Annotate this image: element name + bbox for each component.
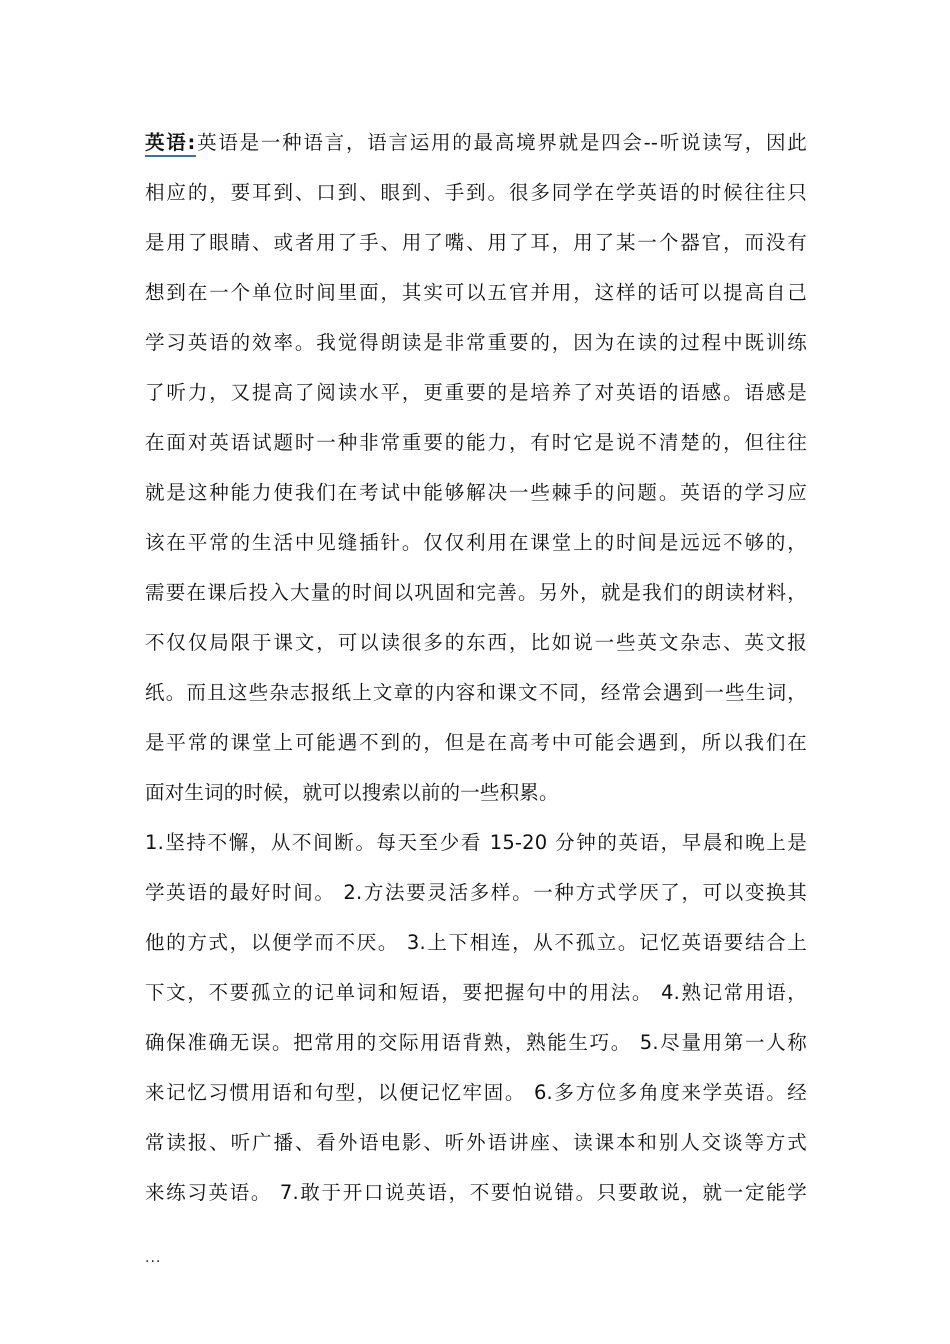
tips-line: 1.坚持不懈，从不间断。每天至少看 15-20 分钟的英语，早晨和晚上是 xyxy=(145,831,807,854)
paragraph-line: 了听力，又提高了阅读水平，更重要的是培养了对英语的语感。语感是 xyxy=(145,381,807,404)
paragraph-line: 学习英语的效率。我觉得朗读是非常重要的，因为在读的过程中既训练 xyxy=(145,331,807,354)
tips-line: 他的方式，以便学而不厌。 3.上下相连，从不孤立。记忆英语要结合上 xyxy=(145,931,807,954)
paragraph-line-text: 英语是一种语言，语言运用的最高境界就是四会--听说读写，因此 xyxy=(195,131,807,154)
tips-line: 来练习英语。 7.敢于开口说英语，不要怕说错。只要敢说，就一定能学 xyxy=(145,1181,807,1204)
paragraph-line xyxy=(145,118,807,168)
paragraph-line: 纸。而且这些杂志报纸上文章的内容和课文不同，经常会遇到一些生词， xyxy=(145,681,807,704)
paragraph-line: 需要在课后投入大量的时间以巩固和完善。另外，就是我们的朗读材料， xyxy=(145,581,807,604)
paragraph-line: 是平常的课堂上可能遇不到的，但是在高考中可能会遇到，所以我们在 xyxy=(145,731,807,754)
document-body xyxy=(145,118,807,1218)
section-heading: 英语: xyxy=(145,131,196,157)
tips-line: 来记忆习惯用语和句型，以便记忆牢固。 6.多方位多角度来学英语。经 xyxy=(145,1081,807,1104)
paragraph-line: 在面对英语试题时一种非常重要的能力，有时它是说不清楚的，但往往 xyxy=(145,431,807,454)
paragraph-line: 相应的，要耳到、口到、眼到、手到。很多同学在学英语的时候往往只 xyxy=(145,181,807,204)
tips-line: 常读报、听广播、看外语电影、听外语讲座、读课本和别人交谈等方式 xyxy=(145,1131,807,1154)
paragraph-line: 不仅仅局限于课文，可以读很多的东西，比如说一些英文杂志、英文报 xyxy=(145,631,807,654)
tips-line: 下文，不要孤立的记单词和短语，要把握句中的用法。 4.熟记常用语， xyxy=(145,981,807,1004)
paragraph-line: 该在平常的生活中见缝插针。仅仅利用在课堂上的时间是远远不够的， xyxy=(145,531,807,554)
paragraph-line: 想到在一个单位时间里面，其实可以五官并用，这样的话可以提高自己 xyxy=(145,281,807,304)
continuation-ellipsis: ... xyxy=(145,1250,162,1266)
tips-line: 学英语的最好时间。 2.方法要灵活多样。一种方式学厌了，可以变换其 xyxy=(145,881,807,904)
paragraph-line: 是用了眼睛、或者用了手、用了嘴、用了耳，用了某一个器官，而没有 xyxy=(145,231,807,254)
paragraph-line: 面对生词的时候，就可以搜索以前的一些积累。 xyxy=(145,781,559,804)
paragraph-line: 就是这种能力使我们在考试中能够解决一些棘手的问题。英语的学习应 xyxy=(145,481,807,504)
tips-line: 确保准确无误。把常用的交际用语背熟，熟能生巧。 5.尽量用第一人称 xyxy=(145,1031,807,1054)
